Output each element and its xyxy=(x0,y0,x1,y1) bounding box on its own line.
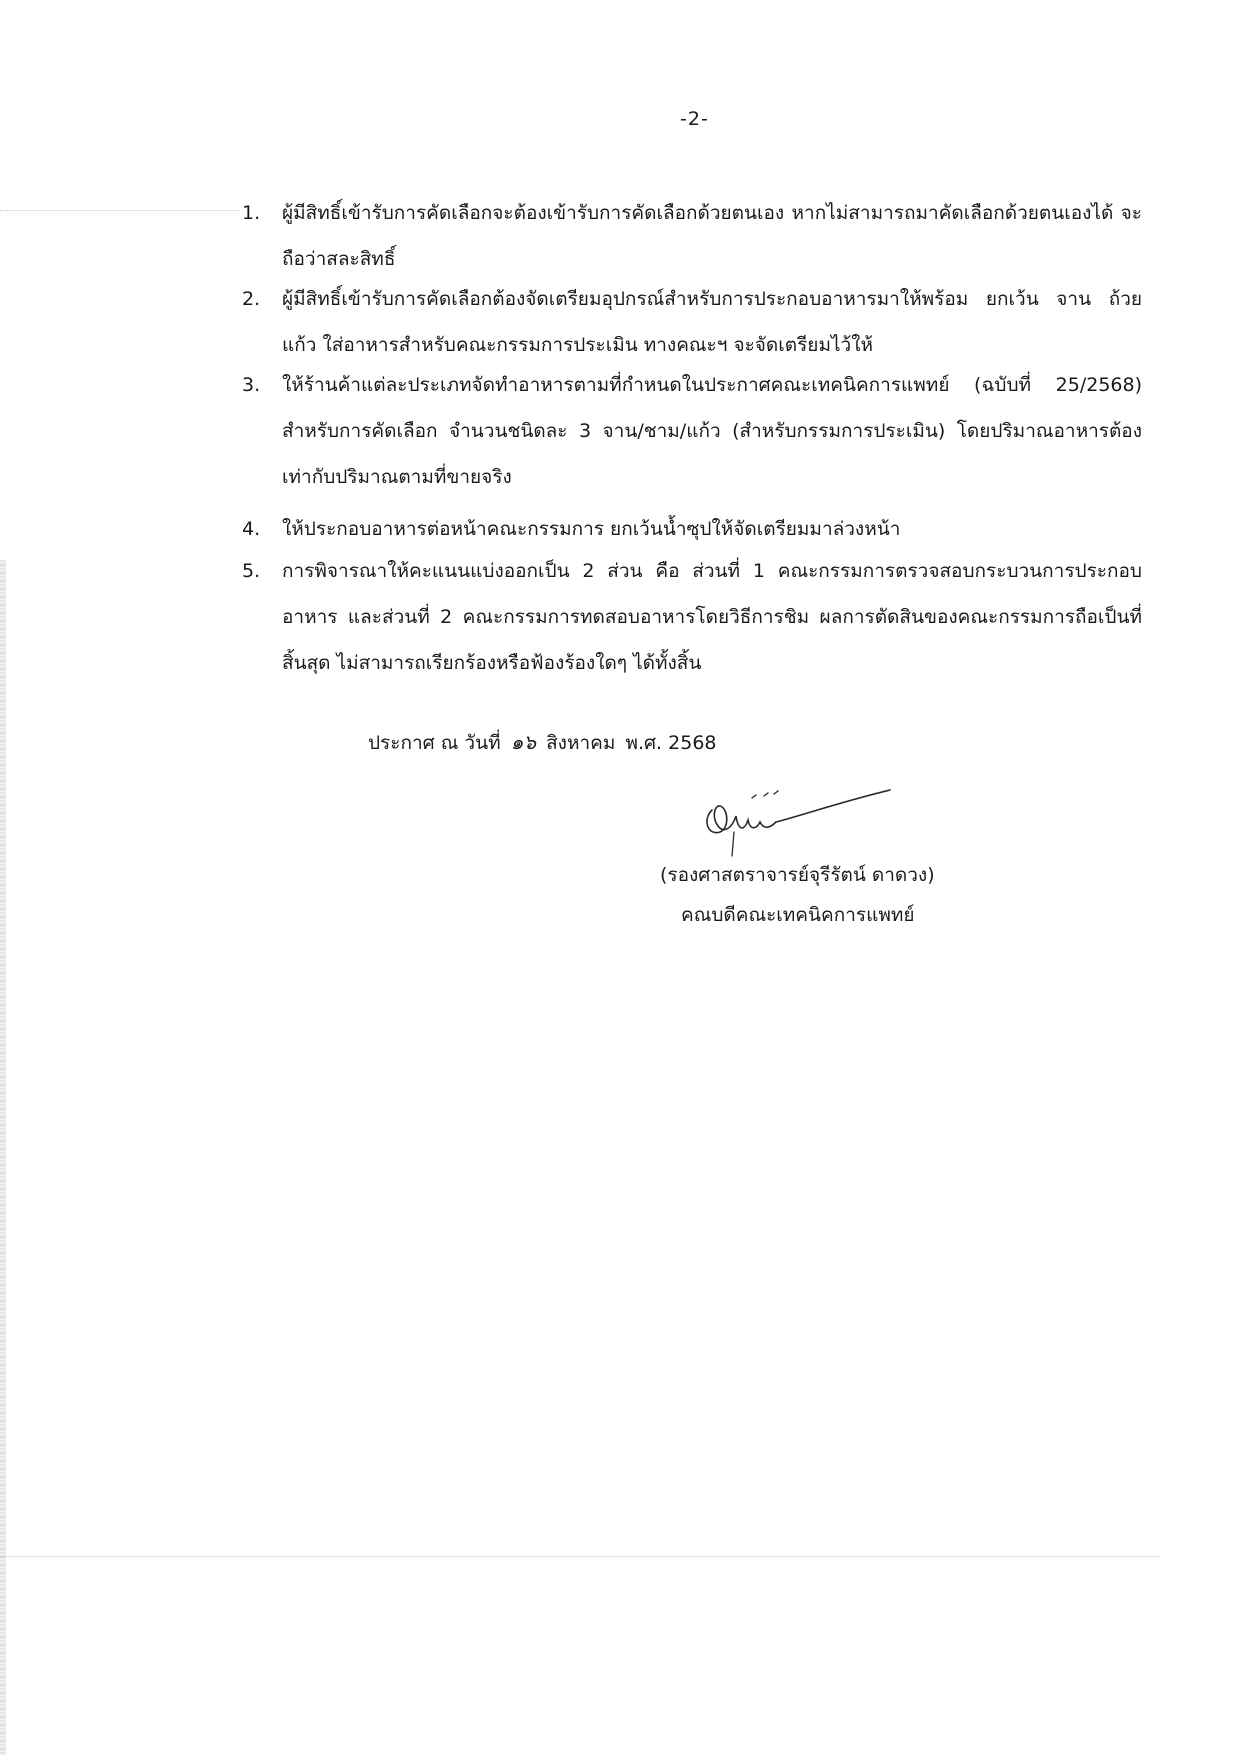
list-item-text: ผู้มีสิทธิ์เข้ารับการคัดเลือกจะต้องเข้ารับการคัดเลือกด้วยตนเอง หากไม่สามารถมาคัดเลือกด้วยตนเองได้ จะถือว่าสละสิทธิ์ xyxy=(282,202,1142,270)
signature-image xyxy=(690,770,920,860)
list-item-text: ให้ร้านค้าแต่ละประเภทจัดทำอาหารตามที่กำหนดในประกาศคณะเทคนิคการแพทย์ (ฉบับที่ 25/2568) สำหรับการคัดเลือก จำนวนชนิดละ 3 จาน/ชาม/แก้ว (สำหรับกรรมการประเมิน) โดยปริมาณอาหารต้องเท่ากับปริมาณตามที่ขายจริง xyxy=(282,374,1142,488)
announcement-date xyxy=(368,726,721,758)
list-item-number: 3. xyxy=(242,374,261,396)
signer-name: (รองศาสตราจารย์จุรีรัตน์ ดาดวง) xyxy=(660,864,935,886)
list-item-2 xyxy=(242,276,1142,368)
list-item-number: 2. xyxy=(242,288,261,310)
list-item-text: การพิจารณาให้คะแนนแบ่งออกเป็น 2 ส่วน คือ ส่วนที่ 1 คณะกรรมการตรวจสอบกระบวนการประกอบอาหาร และส่วนที่ 2 คณะกรรมการทดสอบอาหารโดยวิธีการชิม ผลการตัดสินของคณะกรรมการถือเป็นที่สิ้นสุด ไม่สามารถเรียกร้องหรือฟ้องร้องใดๆ ได้ทั้งสิ้น xyxy=(282,560,1142,674)
list-item-3 xyxy=(242,362,1142,500)
page-number: -2- xyxy=(680,108,709,130)
announcement-day: ๑๖ xyxy=(510,730,537,754)
announcement-year: พ.ศ. 2568 xyxy=(625,732,717,754)
signer-title: คณบดีคณะเทคนิคการแพทย์ xyxy=(681,904,915,926)
list-item-text: ให้ประกอบอาหารต่อหน้าคณะกรรมการ ยกเว้นน้ำซุปให้จัดเตรียมมาล่วงหน้า xyxy=(282,518,901,540)
announcement-month: สิงหาคม xyxy=(546,732,616,754)
list-item-number: 1. xyxy=(242,202,261,224)
announcement-prefix: ประกาศ ณ วันที่ xyxy=(368,732,501,754)
list-item-4 xyxy=(242,506,1142,552)
list-item-text: ผู้มีสิทธิ์เข้ารับการคัดเลือกต้องจัดเตรียมอุปกรณ์สำหรับการประกอบอาหารมาให้พร้อม ยกเว้น จาน ถ้วย แก้ว ใส่อาหารสำหรับคณะกรรมการประเมิน ทางคณะฯ จะจัดเตรียมไว้ให้ xyxy=(282,288,1142,356)
scan-dotted-line xyxy=(0,210,240,211)
scan-dotted-line xyxy=(0,1556,1160,1557)
list-item-5 xyxy=(242,548,1142,686)
list-item-1 xyxy=(242,190,1142,282)
list-item-number: 4. xyxy=(242,518,261,540)
scan-edge-artifact xyxy=(0,560,6,1755)
list-item-number: 5. xyxy=(242,560,261,582)
